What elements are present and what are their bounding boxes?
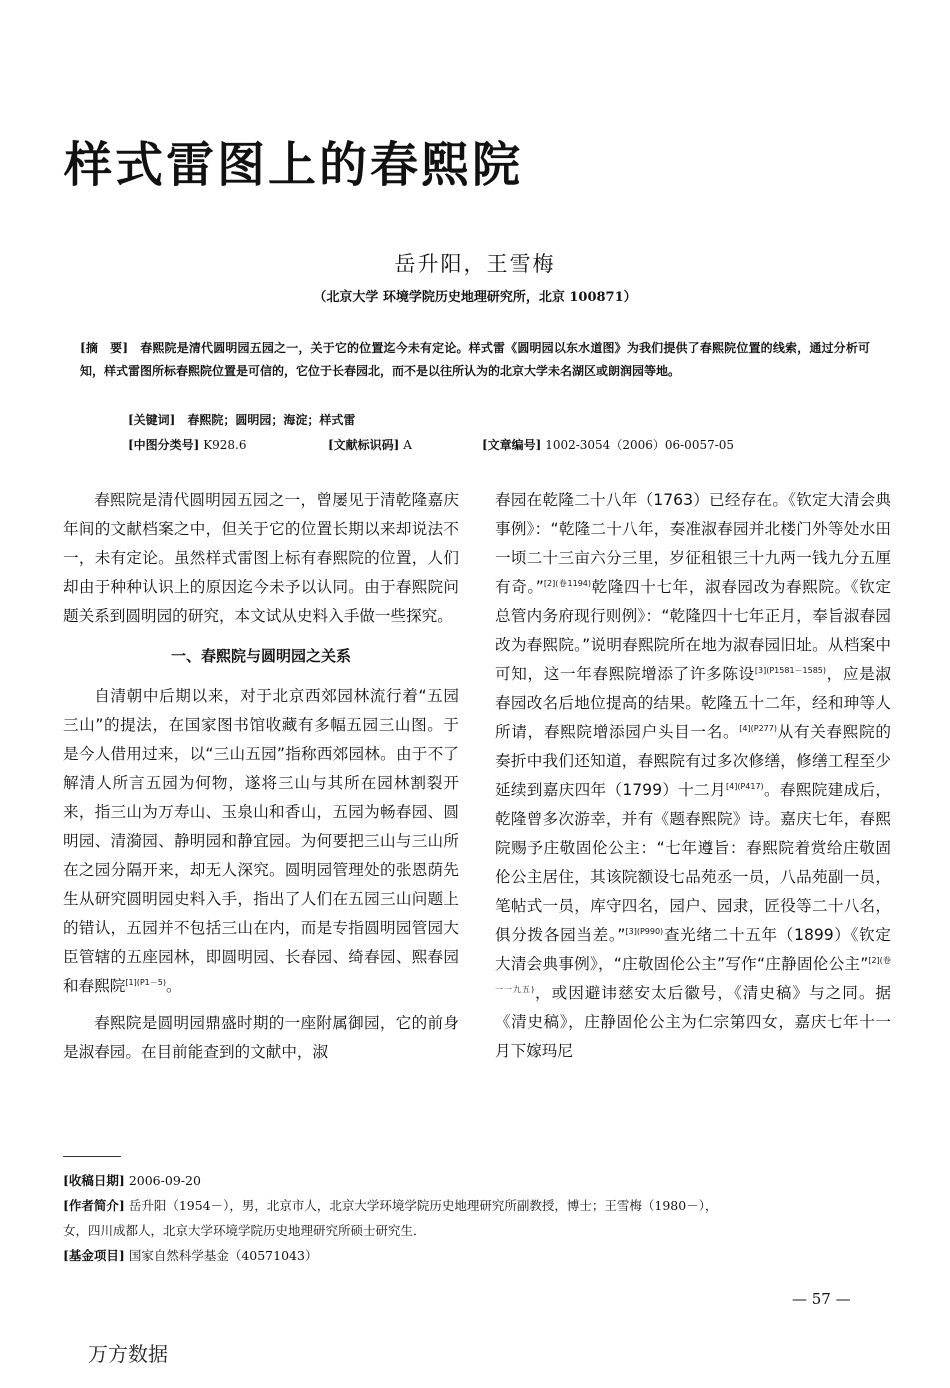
affiliation: （北京大学 环境学院历史地理研究所，北京 100871） [313,290,637,305]
citation: [2](卷1194) [543,579,592,588]
footnote-divider [63,1156,121,1157]
clc-number: [中图分类号] K928.6 [128,438,247,452]
abstract [80,337,870,383]
received-date: [收稿日期] 2006-09-20 [63,1173,201,1188]
keywords [128,411,355,428]
body-column-left [63,486,459,1067]
citation: [3](P990) [625,927,664,936]
paragraph: 春熙院是圆明园鼎盛时期的一座附属御园，它的前身是淑春园。在目前能查到的文献中，淑 [63,1014,459,1061]
abstract-label: [摘 要] [80,341,129,355]
author-bio-continued: 女，四川成都人，北京大学环境学院历史地理研究所硕士研究生． [63,1223,426,1238]
citation: [4](P417) [726,782,764,791]
paragraph: 春熙院是清代圆明园五园之一，曾屡见于清乾隆嘉庆年间的文献档案之中，但关于它的位置长期以来却说法不一，未有定论。虽然样式雷图上标有春熙院的位置，人们却由于种种认识上的原因迄今未予以认同。由于春熙院问题关系到圆明园的研究，本文试从史料入手做一些探究。 [63,491,459,625]
citation: [2](卷一一九五) [495,956,892,994]
author-bio: [作者简介] 岳升阳（1954－），男，北京市人，北京大学环境学院历史地理研究所副教授，博士；王雪梅（1980－）， [63,1198,718,1213]
watermark: 万方数据 [88,1342,168,1366]
footnotes [63,1168,903,1268]
article-title: 样式雷图上的春熙院 [64,137,524,193]
paragraph: 自清朝中后期以来，对于北京西郊园林流行着“五园三山”的提法，在国家图书馆收藏有多幅五园三山图。于是今人借用过来，以“三山五园”指称西郊园林。由于不了解清人所言五园为何物，遂将三山与其所在园林割裂开来，指三山为万寿山、玉泉山和香山，五园为畅春园、圆明园、清漪园、静明园和静宜园。为何要把三山与三山所在之园分隔开来，却无人深究。圆明园管理处的张恩荫先生从研究圆明园史料入手，指出了人们在五园三山问题上的错认，五园并不包括三山在内，而是专指圆明园管园大臣管辖的五座园林，即圆明园、长春园、绮春园、熙春园和春熙院$^{[1](P1-5)}$。 [63,687,459,995]
article-number: [文章编号] 1002-3054（2006）06-0057-05 [482,438,735,452]
keywords-text: 春熙院；圆明园；海淀；样式雷 [187,413,356,427]
citation: [1](P1－5) [125,978,166,987]
authors: 岳升阳，王雪梅 [394,252,556,276]
body-column-right [495,486,891,1066]
page-number: — 57 — [792,1290,851,1308]
keywords-label: [关键词] [128,413,176,427]
fund-info: [基金项目] 国家自然科学基金（40571043） [63,1248,318,1263]
section-heading: 一、春熙院与圆明园之关系 [170,647,351,665]
citation: [4](P277) [739,724,777,733]
citation: [3](P1581－1585) [754,666,827,675]
paragraph: 春园在乾隆二十八年（1763）已经存在。《钦定大清会典事例》：“乾隆二十八年，奏准淑春园并北楼门外等处水田一顷二十三亩六分三里，岁征租银三十九两一钱九分五厘有奇。”$^{[2](卷1194)}$乾隆四十七年，淑春园改为春熙院。《钦定总管内务府现行则例》：“乾隆四十七年正月，奉旨淑春园改为春熙院。”说明春熙院所在地为淑春园旧址。从档案中可知，这一年春熙院增添了许多陈设$^{[3](P1581-1585)}$，应是淑春园改名后地位提高的结果。乾隆五十二年，经和珅等人所请，春熙院增添园户头目一名。$^{[4](P277)}$从有关春熙院的奏折中我们还知道，春熙院有过多次修缮，修缮工程至少延续到嘉庆四年（1799）十二月$^{[4](P417)}$。春熙院建成后，乾隆曾多次游幸，并有《题春熙院》诗。嘉庆七年，春熙院赐予庄敬固伦公主：“七年遵旨：春熙院着赏给庄敬固伦公主居住，其该院额设七品苑丞一员，八品苑副一员，笔帖式一员，库守四名，园户、园隶，匠役等二十八名，俱分拨各园当差。”$^{[3](P990)}$查光绪二十五年（1899）《钦定大清会典事例》，“庄敬固伦公主”写作“庄静固伦公主”$^{[2](卷一一九五)}$，或因避讳慈安太后徽号，《清史稿》与之同。据《清史稿》，庄静固伦公主为仁宗第四女，嘉庆七年十一月下嫁玛尼 [495,491,892,1060]
abstract-text: 春熙院是清代圆明园五园之一，关于它的位置迄今未有定论。样式雷《圆明园以东水道图》为我们提供了春熙院位置的线索，通过分析可知，样式雷图所标春熙院位置是可信的，它位于长春园北，而不是以往所认为的北京大学未名湖区或朗润园等地。 [80,341,870,378]
document-code: [文献标识码] A [328,438,412,452]
